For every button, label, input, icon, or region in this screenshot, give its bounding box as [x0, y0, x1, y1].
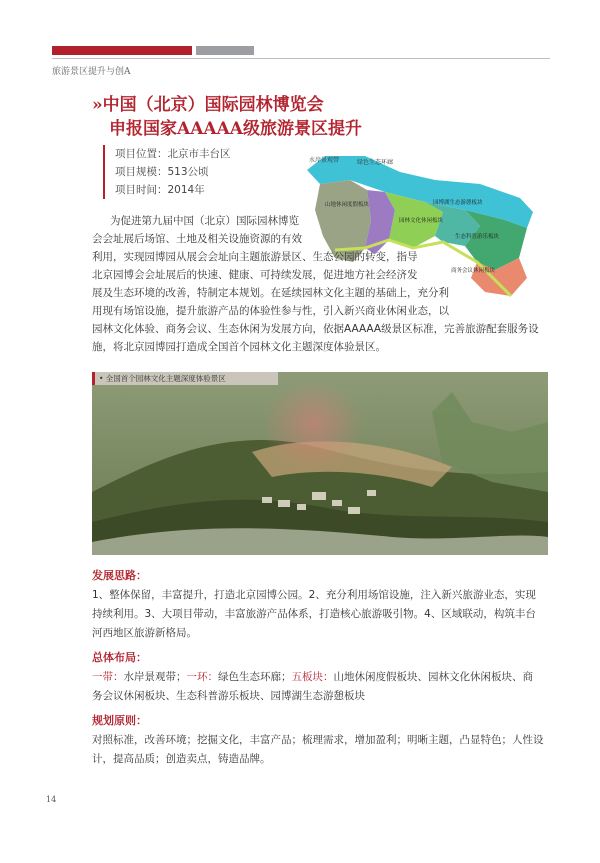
development-line-1: 1、整体保留，丰富提升，打造北京园博公园。2、充分利用场馆设施，注入新兴旅游业态，实现 [92, 589, 536, 601]
intro-line-7: 园林文化体验、商务会议、生态休闲为发展方向，依据AAAAA级景区标准，完善旅游配套服务设 [92, 323, 539, 335]
info-location: 项目位置：北京市丰台区 [115, 148, 231, 160]
intro-line-3: 利用，实现园博园从展会会址向主题旅游景区、生态公园的转变，指导 [92, 251, 418, 263]
intro-line-8: 施，将北京园博园打造成全国首个园林文化主题深度体验景区。 [92, 341, 386, 353]
aerial-caption: • 全国首个园林文化主题深度体验景区 [92, 372, 278, 385]
development-line-3: 河西地区旅游新格局。 [92, 627, 197, 639]
header-accent-bar-gray [196, 46, 254, 55]
layout-line-1 [92, 668, 533, 687]
project-info [103, 145, 231, 199]
intro-line-6: 用现有场馆设施，提升旅游产品的体验性参与性，引入新兴商业休闲业态，以 [92, 305, 449, 317]
map-label-science-block: 生态科普游乐板块 [455, 234, 500, 240]
principles-heading: 规划原则： [92, 714, 147, 727]
blocks-label: 五板块： [291, 671, 334, 683]
title-line-1 [92, 93, 532, 117]
layout-line-2: 务会议休闲板块、生态科普游乐板块、园博湖生态游憩板块 [92, 690, 365, 702]
belt-label: 一带： [92, 671, 124, 683]
map-label-culture-block: 园林文化休闲板块 [399, 218, 444, 224]
info-scale: 项目规模：513公顷 [115, 166, 209, 178]
title-text-1: 中国（北京）国际园林博览会 [102, 95, 324, 115]
title-line-2: 申报国家AAAAA级旅游景区提升 [109, 119, 362, 139]
principles-line-1: 对照标准，改善环境；挖掘文化，丰富产品；梳理需求，增加盈利；明晰主题，凸显特色；人性设 [92, 734, 544, 746]
map-label-river-belt: 水岸景观带 [309, 157, 340, 164]
principles-line-2: 计，提高品质；创造卖点，铸造品牌。 [92, 753, 271, 765]
map-label-green-ring: 绿色生态环廊 [357, 159, 394, 166]
intro-line-2: 会会址展后场馆、土地及相关设施资源的有效 [92, 233, 302, 245]
blocks-text: 山地休闲度假板块、园林文化休闲板块、商 [333, 671, 533, 683]
map-label-lake-block: 园博湖生态游憩板块 [433, 200, 483, 206]
development-line-2: 持续利用。3、大项目带动，丰富旅游产品体系，打造核心旅游吸引物。4、区域联动，构筑丰台 [92, 608, 536, 620]
layout-heading: 总体布局： [92, 651, 147, 664]
map-label-mountain-block: 山地休闲度假板块 [325, 202, 370, 208]
aerial-rendering [92, 372, 548, 555]
chevron-icon: » [92, 95, 103, 115]
intro-line-4: 北京园博会会址展后的快速、健康、可持续发展，促进地方社会经济发 [92, 269, 418, 281]
info-time: 项目时间：2014年 [115, 184, 205, 196]
map-label-business-block: 商务会议休闲板块 [451, 268, 496, 274]
intro-line-5: 展及生态环境的改善，特制定本规划。在延续园林文化主题的基础上，充分利 [92, 287, 449, 299]
ring-label: 一环： [186, 671, 218, 683]
intro-line-1: 为促进第九届中国（北京）国际园林博览 [110, 215, 299, 227]
aerial-illustration [92, 372, 548, 555]
ring-text: 绿色生态环廊； [218, 671, 292, 683]
section-label: 旅游景区提升与创A [52, 67, 131, 77]
header-divider [52, 58, 550, 59]
belt-text: 水岸景观带； [123, 671, 187, 683]
page-title [92, 93, 532, 141]
page-number: 14 [46, 795, 57, 804]
header-accent-bar-red [52, 46, 192, 55]
development-heading: 发展思路： [92, 569, 147, 582]
